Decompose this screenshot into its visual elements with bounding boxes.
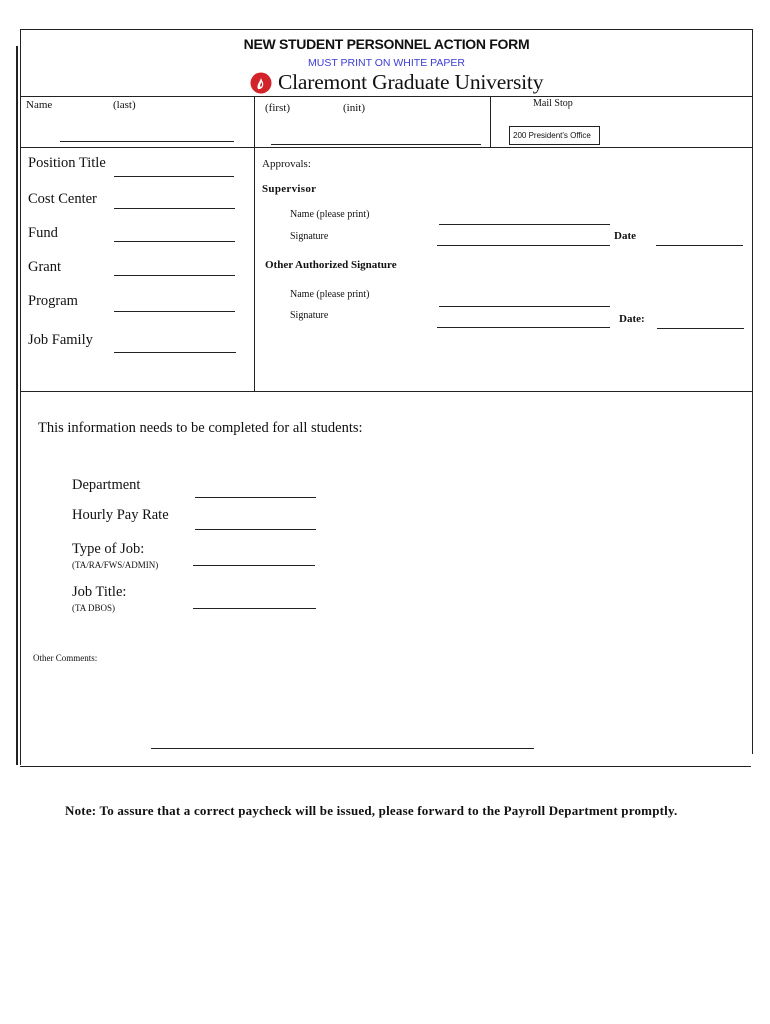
university-logo [250,70,550,96]
name-row-divider-1 [254,96,255,148]
name-label: Name [26,99,53,111]
students-intro: This information needs to be completed for all students: [38,420,363,436]
approvals-divider [254,147,255,391]
form-title: NEW STUDENT PERSONNEL ACTION FORM [243,36,530,52]
job-family-label: Job Family [28,332,93,348]
cost-center-label: Cost Center [28,191,97,207]
payroll-note: Note: To assure that a correct paycheck will be issued, please forward to the Payroll Department promptly. [65,803,678,818]
mailstop-label: Mail Stop [533,98,573,109]
first-name-field[interactable] [271,144,481,145]
other-signature-label: Signature [290,310,329,321]
last-name-field[interactable] [60,141,234,142]
job-title-field[interactable] [193,608,316,609]
supervisor-heading: Supervisor [262,183,317,195]
type-of-job-field[interactable] [193,565,315,566]
grant-field[interactable] [114,275,235,276]
job-title-hint: (TA DBOS) [72,603,116,613]
program-field[interactable] [114,311,235,312]
supervisor-date-field[interactable] [656,245,743,246]
other-signature-field[interactable] [437,327,610,328]
frame-left [20,29,21,765]
supervisor-name-label: Name (please print) [290,209,370,220]
approvals-label: Approvals: [262,158,311,170]
type-of-job-label: Type of Job: [72,541,145,557]
last-label: (last) [113,99,136,111]
init-label: (init) [343,102,365,114]
grant-label: Grant [28,259,62,275]
job-title-label: Job Title: [72,584,127,600]
header-divider [20,96,753,97]
type-of-job-hint: (TA/RA/FWS/ADMIN) [72,560,159,570]
other-date-label: Date: [619,313,645,325]
position-title-field[interactable] [114,176,234,177]
frame-bottom [20,766,751,767]
department-label: Department [72,477,141,493]
other-comments-field[interactable] [151,748,534,749]
other-date-field[interactable] [657,328,744,329]
name-row-divider-2 [490,96,491,148]
other-signature-heading: Other Authorized Signature [265,259,397,271]
other-comments-label: Other Comments: [33,653,98,663]
fund-label: Fund [28,225,58,241]
university-name: Claremont Graduate University [278,70,544,94]
hourly-pay-rate-field[interactable] [195,529,316,530]
supervisor-date-label: Date [614,230,636,242]
first-label: (first) [265,102,291,114]
other-name-label: Name (please print) [290,289,370,300]
print-notice: MUST PRINT ON WHITE PAPER [308,57,465,69]
middle-section-bottom [20,391,753,392]
frame-left-outer [16,46,18,765]
supervisor-signature-label: Signature [290,231,329,242]
department-field[interactable] [195,497,316,498]
supervisor-signature-field[interactable] [437,245,610,246]
fund-field[interactable] [114,241,235,242]
other-name-field[interactable] [439,306,610,307]
job-family-field[interactable] [114,352,236,353]
flame-logo-icon [250,72,272,94]
name-row-bottom [20,147,753,148]
hourly-pay-rate-label: Hourly Pay Rate [72,507,169,523]
cost-center-field[interactable] [114,208,235,209]
supervisor-name-field[interactable] [439,224,610,225]
program-label: Program [28,293,78,309]
position-title-label: Position Title [28,155,106,171]
frame-top [20,29,753,30]
mailstop-input[interactable]: 200 President's Office [509,126,600,145]
